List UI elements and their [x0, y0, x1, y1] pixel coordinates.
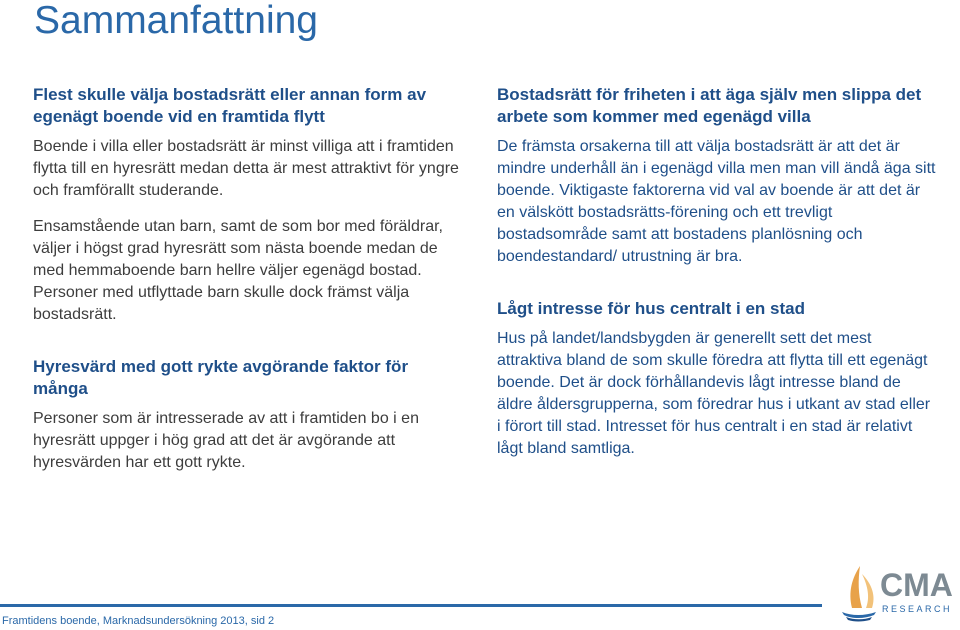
logo-wordmark: CMA: [880, 567, 953, 603]
section-heading: Flest skulle välja bostadsrätt eller annan form av egenägt boende vid en framtida flytt: [33, 85, 427, 126]
section-heading: Hyresvärd med gott rykte avgörande faktor för många: [33, 357, 409, 398]
paragraph: De främsta orsakerna till att välja bostadsrätt är att det är mindre underhåll än i egenägd villa men man vill ändå äga sitt boende. Viktigaste faktorerna vid val av boende är att det är en välskött bostadsrätts-förening och ett trevligt bostadsområde samt att bostadens planlösning och boendestandard/ utrustning är bra.: [497, 138, 936, 265]
sail-logo-icon: [838, 564, 880, 622]
logo-subtitle: RESEARCH: [882, 604, 953, 614]
section-heading: Lågt intresse för hus centralt i en stad: [497, 299, 805, 318]
footer-text: Framtidens boende, Marknadsundersökning 2013, sid 2: [2, 615, 275, 627]
left-column: [33, 84, 463, 474]
paragraph: Ensamstående utan barn, samt de som bor med föräldrar, väljer i högst grad hyresrätt som nästa boende medan de med hemmaboende barn hellre väljer egenägd bostad. Personer med utflyttade barn skulle dock främst välja bostadsrätt.: [33, 218, 443, 323]
paragraph: Boende i villa eller bostadsrätt är minst villiga att i framtiden flytta till en hyresrätt medan detta är mest attraktivt för yngre och framförallt studerande.: [33, 138, 459, 199]
right-column: [497, 84, 937, 460]
paragraph: Personer som är intresserade av att i framtiden bo i en hyresrätt uppger i hög grad att det är avgörande att hyresvärden har ett gott rykte.: [33, 410, 419, 471]
page-title: Sammanfattning: [34, 0, 318, 42]
paragraph: Hus på landet/landsbygden är generellt sett det mest attraktiva bland de som skulle föredra att flytta till ett egenägt boende. Det är dock förhållandevis lågt intresse bland de äldre åldersgrupperna, som föredrar hus i utkant av stad eller i förort till stad. Intresset för hus centralt i en stad är relativt lågt bland samtliga.: [497, 330, 931, 457]
cma-logo: [838, 564, 960, 624]
section-heading: Bostadsrätt för friheten i att äga själv men slippa det arbete som kommer med egenägd villa: [497, 85, 922, 126]
footer-divider: [0, 604, 822, 607]
